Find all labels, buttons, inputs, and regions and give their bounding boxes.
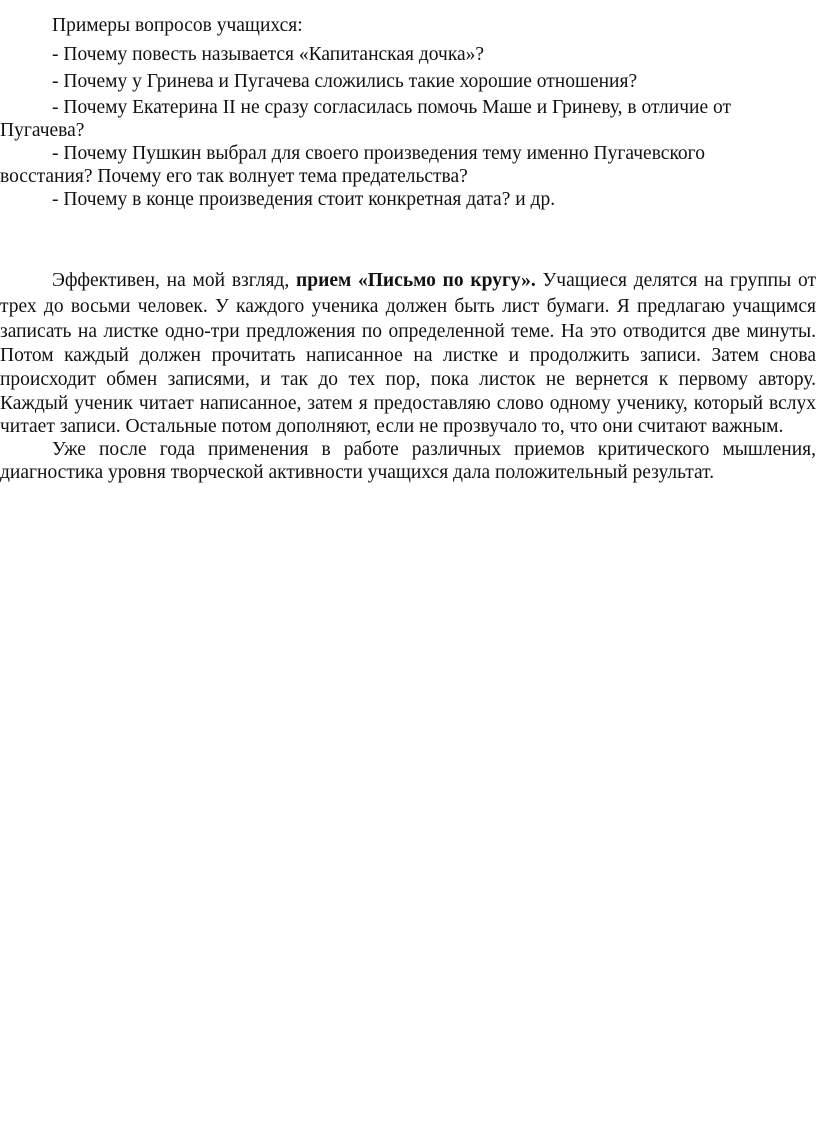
technique-line-1-rest: Учащиеся делятся на группы от — [535, 270, 816, 291]
technique-line-7: читает записи. Остальные потом дополняют, если не прозвучало то, что они считают важным. — [0, 416, 784, 437]
question-3-line-2: Пугачева? — [0, 120, 85, 141]
question-2: - Почему у Гринева и Пугачева сложились такие хорошие отношения? — [52, 71, 638, 92]
technique-line-2: трех до восьми человек. У каждого ученика должен быть лист бумаги. Я предлагаю учащимся — [0, 296, 816, 317]
technique-line-1 — [52, 268, 816, 294]
technique-line-4: Потом каждый должен прочитать написанное на листке и продолжить записи. Затем снова — [0, 345, 816, 366]
question-3-line-1: - Почему Екатерина II не сразу согласилась помочь Маше и Гриневу, в отличие от — [52, 97, 731, 118]
questions-heading: Примеры вопросов учащихся: — [52, 15, 303, 36]
technique-line-6: Каждый ученик читает написанное, затем я предоставляю слово одному ученику, который вслух — [0, 393, 816, 414]
result-line-1: Уже после года применения в работе различных приемов критического мышления, — [52, 439, 816, 460]
question-5: - Почему в конце произведения стоит конкретная дата? и др. — [52, 189, 556, 210]
technique-name: прием «Письмо по кругу». — [296, 270, 536, 291]
technique-line-3: записать на листке одно-три предложения по определенной теме. На это отводится две минуты. — [0, 321, 816, 342]
technique-line-5: происходит обмен записями, и так до тех пор, пока листок не вернется к первому автору. — [0, 369, 816, 390]
technique-lead-text: Эффективен, на мой взгляд, — [52, 270, 296, 291]
question-1: - Почему повесть называется «Капитанская дочка»? — [52, 44, 485, 65]
result-line-2: диагностика уровня творческой активности учащихся дала положительный результат. — [0, 462, 715, 483]
question-4-line-2: восстания? Почему его так волнует тема предательства? — [0, 166, 468, 187]
question-4-line-1: - Почему Пушкин выбрал для своего произведения тему именно Пугачевского — [52, 143, 705, 164]
